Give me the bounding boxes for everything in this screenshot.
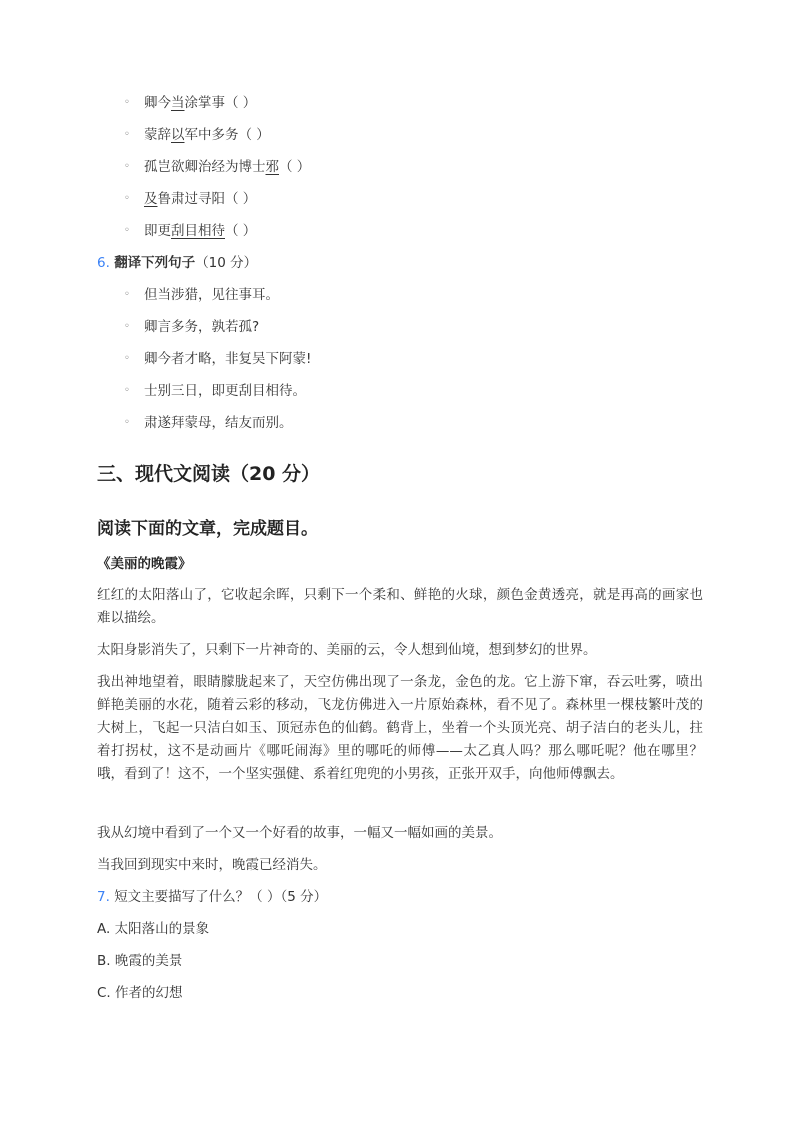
bullet-icon: ◦ bbox=[124, 353, 130, 364]
section-heading: 三、现代文阅读（20 分） bbox=[97, 463, 321, 485]
question-text: 短文主要描写了什么？（ ）（5 分） bbox=[114, 889, 328, 905]
option-a: A. 太阳落山的景象 bbox=[97, 921, 210, 937]
list-item: ◦ 即更刮目相待（ ） bbox=[124, 223, 257, 239]
paragraph: 我出神地望着，眼睛朦胧起来了，天空仿佛出现了一条龙，金色的龙。它上游下窜，吞云吐雾，喷出鲜艳美丽的水花，随着云彩的移动，飞龙仿佛进入一片原始森林，看不见了。森林里一棵枝繁叶茂的大树上，飞起一只洁白如玉、顶冠赤色的仙鹤。鹤背上，坐着一个头顶光亮、胡子洁白的老头儿，拄着打拐杖，这不是动画片《哪吒闹海》里的哪吒的师傅——太乙真人吗？那么哪吒呢？他在哪里？哦，看到了！这不，一个坚实强健、系着红兜兜的小男孩，正张开双手，向他师傅飘去。 bbox=[97, 674, 703, 782]
option-c: C. 作者的幻想 bbox=[97, 985, 183, 1001]
paragraph: 红红的太阳落山了，它收起余晖，只剩下一个柔和、鲜艳的火球，颜色金黄透亮，就是再高的画家也难以描绘。 bbox=[97, 587, 703, 626]
bullet-icon: ◦ bbox=[124, 225, 130, 236]
question-6 bbox=[97, 253, 257, 273]
question-label: 翻译下列句子 bbox=[114, 255, 196, 271]
paragraph: 太阳身影消失了，只剩下一片神奇的、美丽的云，令人想到仙境，想到梦幻的世界。 bbox=[97, 642, 597, 658]
bullet-icon: ◦ bbox=[124, 193, 130, 204]
list-item: ◦ 及鲁肃过寻阳（ ） bbox=[124, 191, 257, 207]
list-item: ◦ 卿今者才略，非复吴下阿蒙! bbox=[124, 351, 312, 367]
list-item: ◦ 肃遂拜蒙母，结友而别。 bbox=[124, 415, 293, 431]
bullet-icon: ◦ bbox=[124, 321, 130, 332]
bullet-icon: ◦ bbox=[124, 161, 130, 172]
list-item: ◦ 卿今当涂掌事（ ） bbox=[124, 95, 257, 111]
list-item: ◦ 卿言多务，孰若孤? bbox=[124, 319, 260, 335]
question-number: 6. bbox=[97, 255, 110, 271]
underlined-word: 以 bbox=[171, 127, 185, 143]
question-number: 7. bbox=[97, 889, 110, 905]
option-b: B. 晚霞的美景 bbox=[97, 953, 183, 969]
bullet-icon: ◦ bbox=[124, 129, 130, 140]
bullet-icon: ◦ bbox=[124, 289, 130, 300]
list-item: ◦ 蒙辞以军中多务（ ） bbox=[124, 127, 270, 143]
paragraph: 我从幻境中看到了一个又一个好看的故事，一幅又一幅如画的美景。 bbox=[97, 825, 502, 841]
bullet-icon: ◦ bbox=[124, 385, 130, 396]
underlined-word: 刮目相待 bbox=[171, 223, 225, 239]
instruction-heading: 阅读下面的文章，完成题目。 bbox=[97, 519, 318, 539]
bullet-icon: ◦ bbox=[124, 417, 130, 428]
paragraph: 当我回到现实中来时，晚霞已经消失。 bbox=[97, 857, 327, 873]
list-item: ◦ 但当涉猎，见往事耳。 bbox=[124, 287, 279, 303]
list-item: ◦ 孤岂欲卿治经为博士邪（ ） bbox=[124, 159, 311, 175]
question-score: （10 分） bbox=[195, 255, 258, 271]
underlined-word: 邪 bbox=[265, 159, 279, 175]
underlined-word: 及 bbox=[144, 191, 158, 207]
list-item: ◦ 士别三日，即更刮目相待。 bbox=[124, 383, 306, 399]
bullet-icon: ◦ bbox=[124, 97, 130, 108]
article-title: 《美丽的晚霞》 bbox=[97, 556, 192, 572]
question-7 bbox=[97, 887, 327, 907]
underlined-word: 当 bbox=[171, 95, 185, 111]
